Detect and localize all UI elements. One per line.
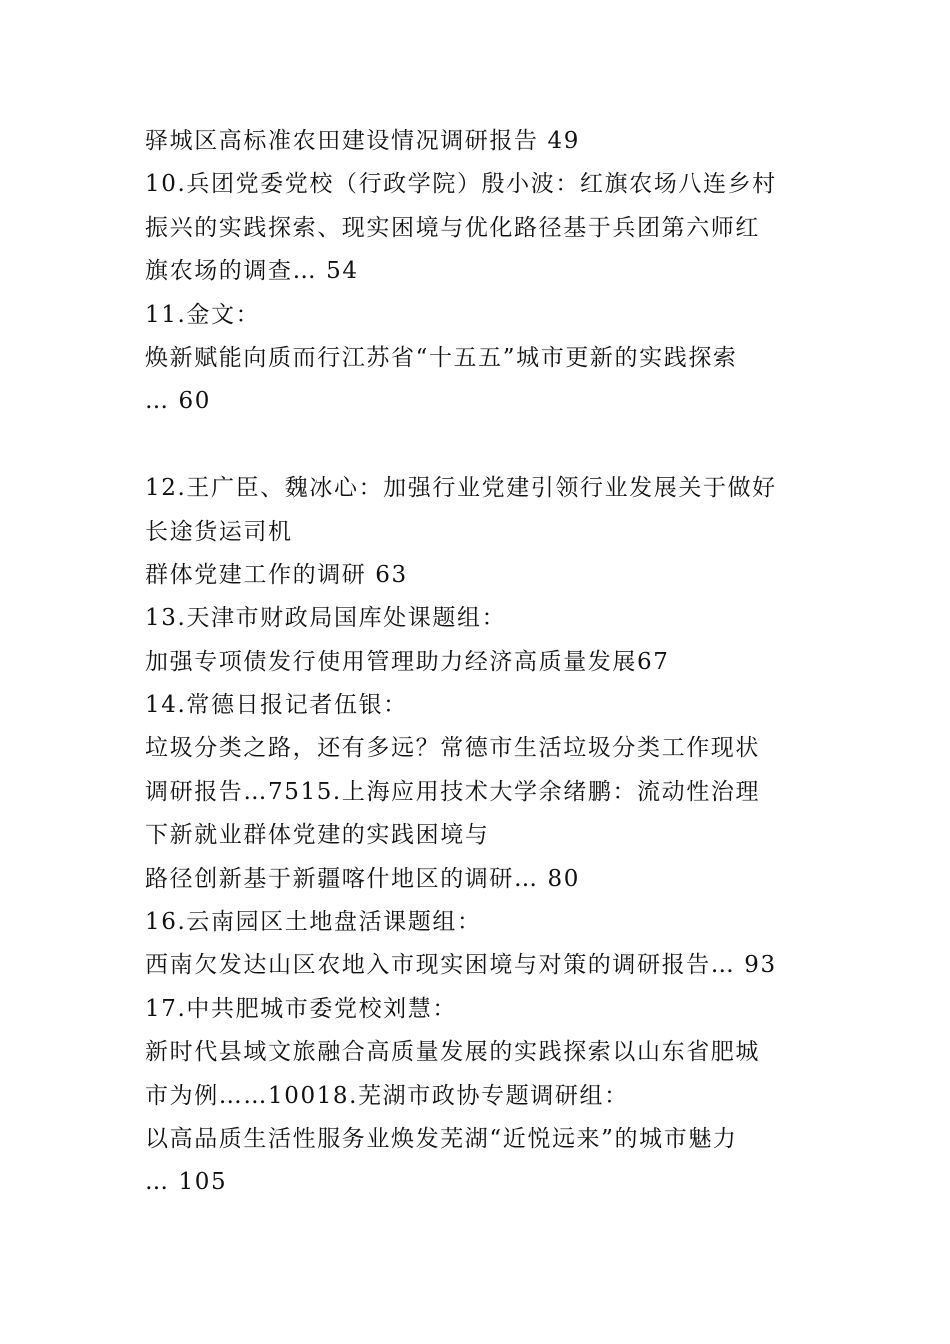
toc-line: 16.云南园区土地盘活课题组： <box>145 909 482 936</box>
toc-line: 以高品质生活性服务业焕发芜湖“近悦远来”的城市魅力 <box>145 1125 738 1152</box>
toc-line: 路径创新基于新疆喀什地区的调研… 80 <box>145 865 580 892</box>
toc-line: … 105 <box>145 1169 228 1196</box>
toc-line: 新时代县域文旅融合高质量发展的实践探索以山东省肥城 <box>145 1039 760 1066</box>
toc-line: 驿城区高标准农田建设情况调研报告 49 <box>145 128 580 154</box>
toc-line: 市为例……10018.芜湖市政协专题调研组： <box>145 1082 629 1109</box>
toc-line: 17.中共肥城市委党校刘慧： <box>145 995 457 1022</box>
toc-line: 西南欠发达山区农地入市现实困境与对策的调研报告… 93 <box>145 952 777 979</box>
toc-line: 焕新赋能向质而行江苏省“十五五”城市更新的实践探索 <box>145 344 738 371</box>
toc-line: 旗农场的调查… 54 <box>145 258 359 285</box>
toc-line: 14.常德日报记者伍银： <box>145 692 408 719</box>
toc-line: 加强专项债发行使用管理助力经济高质量发展67 <box>145 648 670 675</box>
toc-line: 13.天津市财政局国库处课题组： <box>145 605 507 632</box>
toc-line: 群体党建工作的调研 63 <box>145 561 408 588</box>
table-of-contents <box>145 120 815 1205</box>
toc-line: 11.金文： <box>145 301 261 328</box>
toc-line: 10.兵团党委党校（行政学院）殷小波：红旗农场八连乡村 <box>145 171 777 198</box>
toc-line: 长途货运司机 <box>145 518 293 545</box>
toc-line: 12.王广臣、魏冰心：加强行业党建引领行业发展关于做好 <box>145 475 777 502</box>
toc-line: 垃圾分类之路，还有多远？常德市生活垃圾分类工作现状 <box>145 735 760 762</box>
blank-line <box>145 424 815 467</box>
toc-line: 调研报告…7515.上海应用技术大学余绪鹏：流动性治理 <box>145 778 761 805</box>
toc-line: … 60 <box>145 388 211 415</box>
toc-line: 下新就业群体党建的实践困境与 <box>145 822 490 849</box>
toc-line: 振兴的实践探索、现实困境与优化路径基于兵团第六师红 <box>145 214 760 241</box>
